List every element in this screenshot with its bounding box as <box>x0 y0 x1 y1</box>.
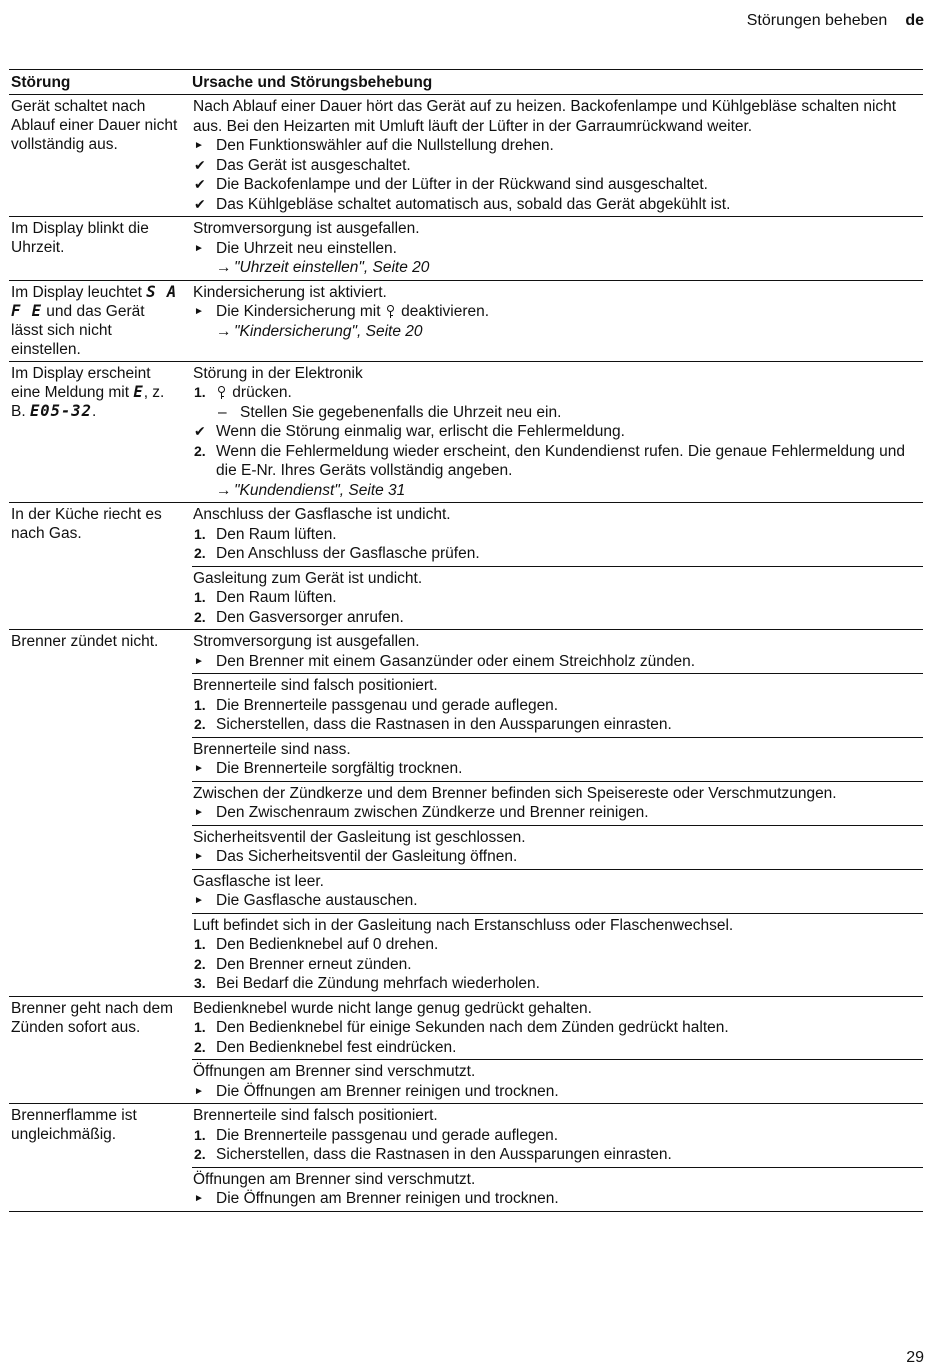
action-step <box>192 239 923 259</box>
numbered-step <box>192 696 923 716</box>
arrow-icon: → <box>216 259 232 276</box>
step-text: Den Gasversorger anrufen. <box>216 608 404 626</box>
cause-text: Stromversorgung ist ausgefallen. <box>193 633 420 650</box>
fault-text: und das Gerät lässt sich nicht einstellen. <box>11 302 145 358</box>
step-number: 2. <box>194 608 206 625</box>
cause-text: Öffnungen am Brenner sind verschmutzt. <box>193 1063 476 1080</box>
fault-text: . <box>91 402 97 420</box>
triangle-bullet-icon: ► <box>194 1085 204 1097</box>
step-number: 1. <box>194 936 206 952</box>
step-text-part: deaktivieren. <box>396 303 490 320</box>
reference-text: "Kindersicherung", Seite 20 <box>234 322 423 340</box>
cause-text: Zwischen der Zündkerze und dem Brenner befinden sich Speisereste oder Verschmutzungen. <box>193 784 837 802</box>
numbered-step <box>192 1018 923 1038</box>
numbered-step <box>192 608 923 628</box>
key-ring <box>387 305 394 312</box>
column-header-cause: Ursache und Störungsbehebung <box>192 74 433 91</box>
causes-cell <box>192 997 923 1104</box>
numbered-step <box>192 588 923 608</box>
step-text: Die Brennerteile sorgfältig trocknen. <box>216 760 463 777</box>
cause-block <box>192 630 923 673</box>
cause-block <box>192 566 923 630</box>
table-row <box>9 997 923 1105</box>
numbered-step <box>192 1145 923 1165</box>
sub-step <box>192 403 923 423</box>
cause-text: Brennerteile sind falsch positioniert. <box>193 677 438 694</box>
causes-cell <box>192 281 923 361</box>
step-text: Wenn die Störung einmalig war, erlischt die Fehlermeldung. <box>216 423 625 440</box>
step-text: Stellen Sie gegebenenfalls die Uhrzeit neu ein. <box>240 403 562 421</box>
fault-text: Brenner geht nach dem Zünden sofort aus. <box>11 999 173 1036</box>
step-text-part: drücken. <box>228 384 292 401</box>
table-row <box>9 630 923 997</box>
triangle-bullet-icon: ► <box>194 851 204 862</box>
cause-text: Gasflasche ist leer. <box>193 872 324 890</box>
causes-cell <box>192 217 923 280</box>
step-text: Die Brennerteile passgenau und gerade auflegen. <box>216 696 559 714</box>
step-text-part: Die Kindersicherung mit <box>216 303 385 320</box>
step-text: Sicherstellen, dass die Rastnasen in den Aussparungen einrasten. <box>216 716 672 733</box>
step-number: 2. <box>194 1038 206 1055</box>
cause-block <box>192 997 923 1060</box>
triangle-bullet-icon: ► <box>194 895 204 906</box>
table-body <box>9 95 923 1212</box>
step-number: 1. <box>194 589 206 605</box>
step-text: Den Anschluss der Gasflasche prüfen. <box>216 545 480 562</box>
step-number: 1. <box>194 1126 206 1143</box>
cause-text: Brennerteile sind nass. <box>193 740 351 758</box>
check-icon: ✔ <box>194 423 206 439</box>
numbered-step <box>192 955 923 975</box>
triangle-bullet-icon: ► <box>194 242 204 254</box>
troubleshooting-table <box>9 69 923 1212</box>
numbered-step <box>192 1126 923 1146</box>
cause-block <box>192 95 923 216</box>
step-text: Die Öffnungen am Brenner reinigen und trocknen. <box>216 1190 559 1207</box>
action-step <box>192 136 923 156</box>
cause-text: Störung in der Elektronik <box>193 364 363 382</box>
step-text: Den Bedienknebel fest eindrücken. <box>216 1038 457 1056</box>
numbered-step <box>192 525 923 545</box>
step-number: 1. <box>194 384 206 400</box>
numbered-step <box>192 442 923 481</box>
step-number: 2. <box>194 545 206 561</box>
fault-cell <box>9 630 183 996</box>
cause-text: Anschluss der Gasflasche ist undicht. <box>193 506 451 523</box>
cause-block <box>192 1059 923 1103</box>
cause-text: Stromversorgung ist ausgefallen. <box>193 220 420 237</box>
result-item <box>192 422 923 442</box>
causes-cell <box>192 1104 923 1211</box>
key-bit <box>390 315 393 316</box>
step-text: Wenn die Fehlermeldung wieder erscheint, den Kundendienst rufen. Die genaue Fehlermeldung und die E-Nr. Ihres Geräts vollständig angeben. <box>216 442 906 479</box>
triangle-bullet-icon: ► <box>194 655 204 667</box>
step-number: 2. <box>194 1146 206 1162</box>
action-step <box>192 891 923 911</box>
key-icon <box>385 305 397 317</box>
triangle-bullet-icon: ► <box>194 763 204 774</box>
step-text: Die Brennerteile passgenau und gerade auflegen. <box>216 1126 559 1144</box>
fault-text: Brenner zündet nicht. <box>11 633 159 650</box>
cause-block <box>192 781 923 825</box>
cause-block <box>192 217 923 280</box>
step-text: Die Uhrzeit neu einstellen. <box>216 239 397 257</box>
action-step <box>192 1082 923 1102</box>
page-reference <box>192 258 923 278</box>
dash-bullet: – <box>218 403 227 421</box>
table-row <box>9 95 923 217</box>
fault-text: Im Display leuchtet <box>11 283 147 301</box>
step-text: Bei Bedarf die Zündung mehrfach wiederholen. <box>216 975 540 992</box>
result-item <box>192 175 923 195</box>
cause-text: Luft befindet sich in der Gasleitung nach Erstanschluss oder Flaschenwechsel. <box>193 916 734 934</box>
numbered-step <box>192 715 923 735</box>
result-item <box>192 156 923 176</box>
cause-block <box>192 281 923 344</box>
check-icon: ✔ <box>194 195 206 212</box>
step-number: 1. <box>194 525 206 542</box>
language-code: de <box>905 12 924 29</box>
triangle-bullet-icon: ► <box>194 140 204 151</box>
numbered-step <box>192 974 923 994</box>
cause-block <box>192 673 923 737</box>
key-ring <box>218 386 225 393</box>
step-text: Sicherstellen, dass die Rastnasen in den Aussparungen einrasten. <box>216 1146 672 1163</box>
section-title: Störungen beheben <box>746 12 888 29</box>
fault-cell <box>9 362 183 503</box>
table-row <box>9 1104 923 1212</box>
cause-text: Öffnungen am Brenner sind verschmutzt. <box>193 1170 476 1188</box>
step-text: Den Brenner erneut zünden. <box>216 955 412 973</box>
fault-cell <box>9 281 183 361</box>
fault-text: In der Küche riecht es nach Gas. <box>11 506 162 542</box>
action-step <box>192 652 923 672</box>
fault-cell <box>9 217 183 280</box>
fault-cell <box>9 503 183 629</box>
fault-text: Gerät schaltet nach Ablauf einer Dauer nicht vollständig aus. <box>11 98 178 153</box>
step-number: 3. <box>194 975 206 991</box>
step-text: Den Zwischenraum zwischen Zündkerze und Brenner reinigen. <box>216 804 649 821</box>
causes-cell <box>192 362 923 503</box>
cause-text: Kindersicherung ist aktiviert. <box>193 283 387 301</box>
fault-text: , z. B. <box>11 383 165 420</box>
result-item <box>192 195 923 215</box>
numbered-step <box>192 383 923 403</box>
reference-text: "Kundendienst", Seite 31 <box>234 481 406 499</box>
table-row <box>9 281 923 362</box>
page-number: 29 <box>906 1349 924 1366</box>
step-number: 1. <box>194 696 206 713</box>
arrow-icon: → <box>216 322 232 340</box>
step-text: Den Funktionswähler auf die Nullstellung drehen. <box>216 137 554 154</box>
step-text: Die Öffnungen am Brenner reinigen und trocknen. <box>216 1082 559 1100</box>
action-step <box>192 1189 923 1209</box>
table-row <box>9 503 923 630</box>
display-code: E <box>133 382 144 401</box>
page-header <box>747 11 924 31</box>
fault-text: Brennerflamme ist ungleichmäßig. <box>11 1107 137 1143</box>
key-bit <box>221 396 224 397</box>
step-number: 1. <box>194 1019 206 1035</box>
display-code: E05-32 <box>29 401 92 420</box>
key-icon <box>216 386 228 398</box>
table-row <box>9 217 923 281</box>
check-icon: ✔ <box>194 176 206 192</box>
action-step <box>192 847 923 867</box>
numbered-step <box>192 935 923 955</box>
step-text: Den Raum lüften. <box>216 589 337 606</box>
cause-block <box>192 913 923 996</box>
column-header-fault: Störung <box>11 74 71 91</box>
table-row <box>9 362 923 504</box>
fault-cell <box>9 95 183 216</box>
step-text: Das Gerät ist ausgeschaltet. <box>216 156 411 174</box>
cause-block <box>192 737 923 781</box>
page-reference <box>192 481 923 501</box>
step-text: Die Gasflasche austauschen. <box>216 892 418 909</box>
cause-block <box>192 1167 923 1211</box>
causes-cell <box>192 95 923 216</box>
fault-text: Im Display erscheint eine Meldung mit <box>11 364 151 401</box>
fault-text: Im Display blinkt die Uhrzeit. <box>11 220 149 256</box>
step-number: 2. <box>194 716 206 732</box>
step-text: Das Sicherheitsventil der Gasleitung öffnen. <box>216 848 518 865</box>
cause-text: Gasleitung zum Gerät ist undicht. <box>193 569 423 587</box>
step-text: Den Bedienknebel auf 0 drehen. <box>216 936 439 953</box>
step-text: Die Backofenlampe und der Lüfter in der Rückwand sind ausgeschaltet. <box>216 176 708 193</box>
fault-cell <box>9 1104 183 1211</box>
step-text: Den Bedienknebel für einige Sekunden nach dem Zünden gedrückt halten. <box>216 1019 729 1036</box>
fault-cell <box>9 997 183 1104</box>
causes-cell <box>192 630 923 996</box>
cause-text: Nach Ablauf einer Dauer hört das Gerät auf zu heizen. Backofenlampe und Kühlgebläse schalten nicht aus. Bei den Heizarten mit Umluft läuft der Lüfter in der Garraumrückwand weiter. <box>193 98 897 135</box>
step-number: 2. <box>194 955 206 972</box>
cause-block <box>192 1104 923 1167</box>
cause-block <box>192 825 923 869</box>
triangle-bullet-icon: ► <box>194 807 204 818</box>
triangle-bullet-icon: ► <box>194 1193 204 1204</box>
step-text: Den Brenner mit einem Gasanzünder oder einem Streichholz zünden. <box>216 652 696 670</box>
causes-cell <box>192 503 923 629</box>
triangle-bullet-icon: ► <box>194 306 204 317</box>
step-number: 2. <box>194 442 206 459</box>
cause-block <box>192 503 923 566</box>
action-step <box>192 302 923 322</box>
page-reference <box>192 322 923 342</box>
action-step <box>192 803 923 823</box>
step-text <box>216 383 292 403</box>
numbered-step <box>192 1038 923 1058</box>
cause-block <box>192 869 923 913</box>
cause-block <box>192 362 923 503</box>
cause-text: Brennerteile sind falsch positioniert. <box>193 1107 438 1124</box>
display-code: S A F E <box>11 282 178 320</box>
table-header-row <box>9 69 923 95</box>
cause-text: Sicherheitsventil der Gasleitung ist geschlossen. <box>193 828 526 846</box>
check-icon: ✔ <box>194 156 206 173</box>
cause-text: Bedienknebel wurde nicht lange genug gedrückt gehalten. <box>193 999 592 1017</box>
step-text: Den Raum lüften. <box>216 525 337 543</box>
arrow-icon: → <box>216 481 232 499</box>
step-text: Das Kühlgebläse schaltet automatisch aus, sobald das Gerät abgekühlt ist. <box>216 195 731 213</box>
reference-text: "Uhrzeit einstellen", Seite 20 <box>234 259 430 276</box>
numbered-step <box>192 544 923 564</box>
step-text <box>216 302 489 322</box>
action-step <box>192 759 923 779</box>
